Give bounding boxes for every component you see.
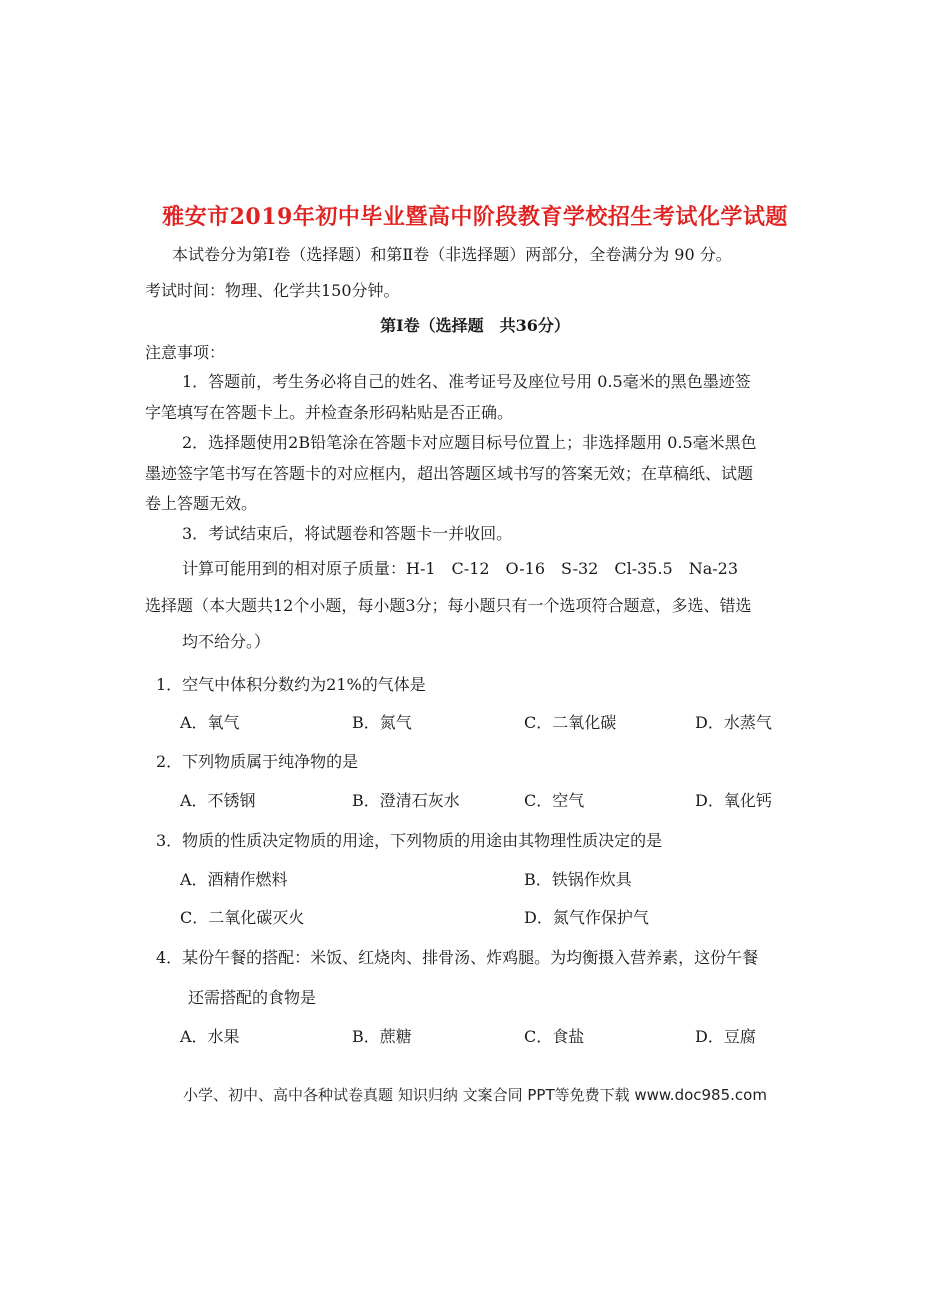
question-2-option-a: A．不锈钢 (180, 791, 256, 810)
question-2-option-c: C．空气 (524, 791, 585, 810)
note-1-line-2: 字笔填写在答题卡上。并检查条形码粘贴是否正确。 (145, 403, 514, 422)
question-4-option-a: A．水果 (180, 1027, 240, 1046)
section-heading: 第Ⅰ卷（选择题 共36分） (380, 316, 570, 335)
note-2-line-2: 墨迹签字笔书写在答题卡的对应框内，超出答题区域书写的答案无效；在草稿纸、试题 (145, 464, 754, 483)
question-3-option-c: C．二氧化碳灭火 (180, 908, 305, 927)
question-1-option-a: A．氧气 (180, 713, 240, 732)
section-intro-line-1: 选择题（本大题共12个小题，每小题3分；每小题只有一个选项符合题意，多选、错选 (145, 596, 752, 615)
question-3-stem: 3．物质的性质决定物质的用途，下列物质的用途由其物理性质决定的是 (156, 831, 663, 850)
question-2-option-b: B．澄清石灰水 (352, 791, 460, 810)
page-footer: 小学、初中、高中各种试卷真题 知识归纳 文案合同 PPT等免费下载 www.doc985.com (183, 1086, 767, 1104)
question-1-stem: 1．空气中体积分数约为21%的气体是 (156, 675, 426, 694)
question-3-option-b: B．铁锅作炊具 (524, 870, 632, 889)
question-1-option-d: D．水蒸气 (695, 713, 772, 732)
note-3: 3．考试结束后，将试题卷和答题卡一并收回。 (182, 524, 513, 543)
question-2-option-d: D．氧化钙 (695, 791, 772, 810)
question-4-option-d: D．豆腐 (695, 1027, 756, 1046)
note-2-line-3: 卷上答题无效。 (145, 494, 258, 513)
question-4-option-c: C．食盐 (524, 1027, 585, 1046)
question-4-option-b: B．蔗糖 (352, 1027, 412, 1046)
intro-line-2: 考试时间：物理、化学共150分钟。 (145, 281, 400, 300)
intro-line-1: 本试卷分为第Ⅰ卷（选择题）和第Ⅱ卷（非选择题）两部分，全卷满分为 90 分。 (172, 245, 732, 264)
question-3-option-a: A．酒精作燃料 (180, 870, 288, 889)
question-4-stem: 4．某份午餐的搭配：米饭、红烧肉、排骨汤、炸鸡腿。为均衡摄入营养素，这份午餐 (156, 948, 759, 967)
notes-heading: 注意事项： (145, 343, 226, 362)
note-2-line-1: 2．选择题使用2B铅笔涂在答题卡对应题目标号位置上；非选择题用 0.5毫米黑色 (182, 433, 757, 452)
question-1-option-c: C．二氧化碳 (524, 713, 617, 732)
question-1-option-b: B．氮气 (352, 713, 412, 732)
document-title: 雅安市2019年初中毕业暨高中阶段教育学校招生考试化学试题 (162, 204, 788, 230)
section-intro-line-2: 均不给分。） (182, 632, 271, 651)
question-4-stem-line-2: 还需搭配的食物是 (188, 988, 317, 1007)
question-2-stem: 2．下列物质属于纯净物的是 (156, 752, 359, 771)
question-3-option-d: D．氮气作保护气 (524, 908, 649, 927)
atomic-masses: 计算可能用到的相对原子质量：H-1 C-12 O-16 S-32 Cl-35.5 Na-23 (182, 559, 739, 578)
note-1-line-1: 1．答题前，考生务必将自己的姓名、准考证号及座位号用 0.5毫米的黑色墨迹签 (182, 372, 751, 391)
